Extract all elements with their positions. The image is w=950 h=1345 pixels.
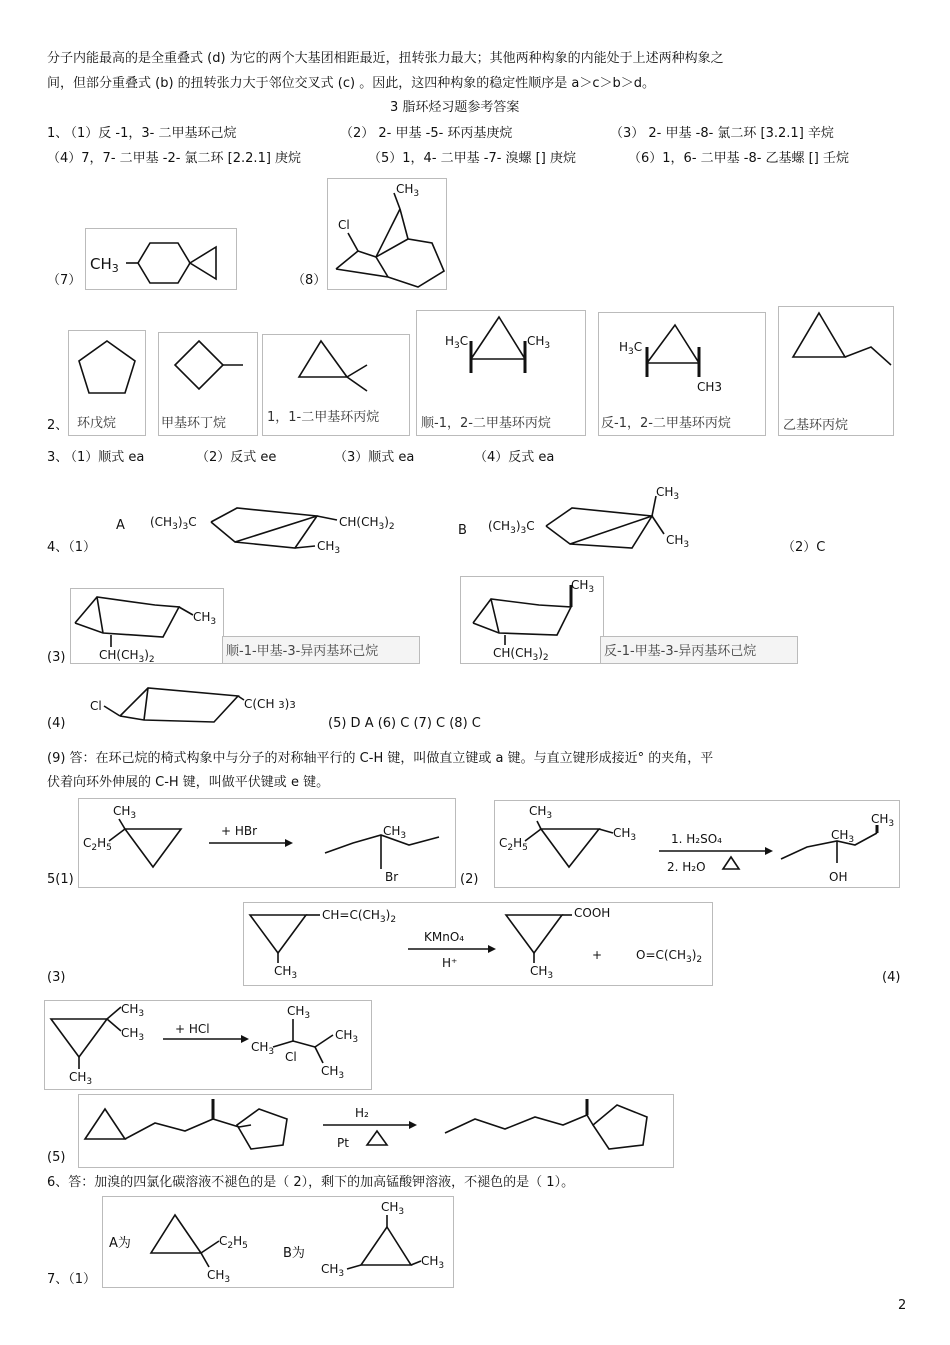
q1-answer-1: （1）反 -1，3- 二甲基环己烷 xyxy=(64,126,237,141)
q3-answer-3: （3）顺式 ea xyxy=(334,450,415,465)
spiro-structure-figure xyxy=(85,228,237,290)
reaction-4-figure xyxy=(44,1000,372,1090)
q5-label-5: (5) xyxy=(47,1150,66,1165)
trans-chair-figure xyxy=(460,576,604,664)
reagent-hbr: + HBr xyxy=(221,824,258,838)
svg-text:CH3: $CH_3$ xyxy=(666,533,690,550)
reagent-h2: H₂ xyxy=(355,1106,369,1120)
q1-answer-2: （2） 2- 甲基 -5- 环丙基庚烷 xyxy=(340,126,513,141)
cis-chair-figure xyxy=(70,588,224,664)
q1-answer-4: （4）7，7- 二甲基 -2- 氯二环 [2.2.1] 庚烷 xyxy=(47,151,302,166)
svg-text:CH3: $CH_3$ xyxy=(381,1200,405,1217)
caption-dimethylcyclopropane: 1，1-二甲基环丙烷 xyxy=(267,410,380,425)
svg-text:Br: Br xyxy=(385,870,399,884)
svg-text:CH3: $CH_3$ xyxy=(530,964,554,981)
intro-line-1: 分子内能最高的是全重叠式 (d) 为它的两个大基团相距最近，扭转张力最大；其他两种构象的内能处于上述两种构象之 xyxy=(47,51,724,66)
q4-label: 4、（1） xyxy=(47,540,97,555)
svg-text:Cl: Cl xyxy=(338,218,350,232)
conformer-A-figure xyxy=(145,496,415,558)
reagent-h2so4: 1. H₂SO₄ xyxy=(671,832,722,846)
svg-text:(CH3)3C: $(CH_3)_3C$ xyxy=(150,515,197,532)
q4-part-9-line-2: 伏着向环外伸展的 C-H 键，叫做平伏键或 e 键。 xyxy=(47,775,330,790)
trans-caption-box xyxy=(600,636,798,664)
svg-text:CH3: $CH_3$ xyxy=(831,828,855,845)
cis-dimethylcyclopropane-figure xyxy=(416,310,586,436)
q7-structures-figure xyxy=(102,1196,454,1288)
q1-answer-7: （7） xyxy=(47,273,82,288)
ethylcyclopropane-figure xyxy=(778,306,894,436)
page-number: 2 xyxy=(898,1298,907,1313)
caption-methylcyclobutane: 甲基环丁烷 xyxy=(161,416,227,431)
q3-answer-1: （1）顺式 ea xyxy=(64,450,145,465)
q4-answers-5-8: (5) D A (6) C (7) C (8) C xyxy=(328,716,481,731)
reagent-hplus: H⁺ xyxy=(442,956,458,970)
q7-label-A: A为 xyxy=(109,1236,131,1251)
svg-text:CH3: $CH_3$ xyxy=(321,1262,345,1279)
svg-text:CH(CH3)2: $CH(CH_3)_2$ xyxy=(493,646,549,663)
q4-part-9-line-1: (9) 答：在环己烷的椅式构象中与分子的对称轴平行的 C-H 键，叫做直立键或 a 键。与直立键形成接近° 的夹角，平 xyxy=(47,751,714,766)
svg-text:CH3: $CH_3$ xyxy=(335,1028,359,1045)
svg-text:+: + xyxy=(592,948,603,962)
caption-trans-dimethylcyclopropane: 反-1，2-二甲基环丙烷 xyxy=(601,416,731,431)
svg-text:CH3: $CH_3$ xyxy=(274,964,298,981)
q1-answer-3: （3） 2- 甲基 -8- 氯二环 [3.2.1] 辛烷 xyxy=(610,126,834,141)
svg-text:OH: OH xyxy=(829,870,848,884)
svg-text:CH3: $CH_3$ xyxy=(571,578,595,595)
q2-label: 2、 xyxy=(47,418,69,433)
svg-text:CH(CH3)2: $CH(CH_3)_2$ xyxy=(339,515,395,532)
trans-dimethylcyclopropane-figure xyxy=(598,312,766,436)
caption-ethylcyclopropane: 乙基环丙烷 xyxy=(783,418,849,433)
svg-text:CH3: $CH_3$ xyxy=(383,824,407,841)
reagent-h2o: 2. H₂O xyxy=(667,860,706,874)
reaction-5-figure xyxy=(78,1094,674,1168)
svg-text:CH(CH3)2: $CH(CH_3)_2$ xyxy=(99,648,155,665)
chlorocyclohexane-figure xyxy=(88,680,308,730)
svg-text:CH3: CH3 xyxy=(697,380,723,394)
q5-label-4: (4) xyxy=(882,970,901,985)
caption-cis-chair: 顺-1-甲基-3-异丙基环己烷 xyxy=(226,644,379,659)
q5-label-1: 5(1) xyxy=(47,872,74,887)
svg-text:Cl: Cl xyxy=(90,699,102,713)
svg-text:O=C(CH3)2: $O=C(CH_3)_2$ xyxy=(636,948,703,965)
reaction-3-figure xyxy=(243,902,713,986)
q5-label-3: (3) xyxy=(47,970,66,985)
reaction-2-figure xyxy=(494,800,900,888)
cyclopentane-figure xyxy=(68,330,146,436)
reaction-1-figure xyxy=(78,798,456,888)
section-title: 3 脂环烃习题参考答案 xyxy=(390,100,520,115)
q6-answer: 6、答：加溴的四氯化碳溶液不褪色的是（ 2），剩下的加高锰酸钾溶液，不褪色的是（ 1）。 xyxy=(47,1175,575,1190)
svg-text:CH3: $CH_3$ xyxy=(287,1004,311,1021)
svg-text:C2H5: $C_2H_5$ xyxy=(83,836,112,853)
q4-part-2: （2）C xyxy=(782,540,826,555)
cis-caption-box xyxy=(222,636,420,664)
svg-text:CH3: $CH_3$ xyxy=(527,334,551,351)
caption-cis-dimethylcyclopropane: 顺-1，2-二甲基环丙烷 xyxy=(421,416,551,431)
svg-text:H3C: $H_3C$ xyxy=(445,334,469,351)
svg-text:Cl: Cl xyxy=(285,1050,297,1064)
q3-label: 3、 xyxy=(47,450,69,465)
svg-text:CH3: $CH_3$ xyxy=(421,1254,445,1271)
q1-answer-6: （6）1，6- 二甲基 -8- 乙基螺 [] 壬烷 xyxy=(628,151,849,166)
reagent-kmno4: KMnO₄ xyxy=(424,930,465,944)
q7-label-B: B为 xyxy=(283,1246,305,1261)
dimethylcyclopropane-figure xyxy=(262,334,410,436)
bicyclo-structure-figure xyxy=(327,178,447,290)
svg-text:CH3: $CH_3$ xyxy=(529,804,553,821)
q1-label: 1、 xyxy=(47,126,69,141)
svg-text:CH3: $CH_3$ xyxy=(396,182,420,199)
svg-text:CH3: $CH_3$ xyxy=(193,610,217,627)
svg-text:CH3: $CH_3$ xyxy=(656,485,680,502)
q4-label-B: B xyxy=(458,523,467,538)
svg-text:CH3: $CH_3$ xyxy=(317,539,341,556)
svg-text:CH3: $CH_3$ xyxy=(121,1026,145,1043)
svg-text:CH3: $CH_3$ xyxy=(871,812,895,829)
svg-text:CH3: $CH_3$ xyxy=(207,1268,231,1285)
q5-label-2: (2) xyxy=(460,872,479,887)
svg-text:C2H5: $C_2H_5$ xyxy=(499,836,528,853)
intro-line-2: 间，但部分重叠式 (b) 的扭转张力大于邻位交叉式 (c) 。因此，这四种构象的稳定性顺序是 a＞c＞b＞d。 xyxy=(47,76,655,91)
q4-label-A: A xyxy=(116,518,125,533)
reagent-pt: Pt xyxy=(337,1136,349,1150)
caption-cyclopentane: 环戊烷 xyxy=(77,416,117,431)
q7-label: 7、（1） xyxy=(47,1272,97,1287)
svg-text:CH3: $CH_3$ xyxy=(90,255,119,275)
q4-part-4: (4) xyxy=(47,716,66,731)
svg-text:H3C: $H_3C$ xyxy=(619,340,643,357)
svg-text:C(CH 3)3: C(CH 3)3 xyxy=(244,697,296,711)
svg-text:CH3: $CH_3$ xyxy=(321,1064,345,1081)
svg-text:CH=C(CH3)2: $CH=C(CH_3)_2$ xyxy=(322,908,397,925)
svg-text:CH3: $CH_3$ xyxy=(113,804,137,821)
svg-text:C2H5: $C_2H_5$ xyxy=(219,1234,248,1251)
methylcyclobutane-figure xyxy=(158,332,258,436)
q3-answer-4: （4）反式 ea xyxy=(474,450,555,465)
q1-answer-8: （8） xyxy=(292,273,327,288)
svg-text:COOH: COOH xyxy=(574,906,611,920)
svg-text:CH3: $CH_3$ xyxy=(251,1040,275,1057)
q4-part-3: (3) xyxy=(47,650,66,665)
svg-text:CH3: $CH_3$ xyxy=(121,1002,145,1019)
svg-text:CH3: $CH_3$ xyxy=(613,826,637,843)
reagent-hcl: + HCl xyxy=(175,1022,210,1036)
svg-text:(CH3)3C: $(CH_3)_3C$ xyxy=(488,519,535,536)
q1-answer-5: （5）1，4- 二甲基 -7- 溴螺 [] 庚烷 xyxy=(368,151,576,166)
conformer-B-figure xyxy=(486,482,706,556)
caption-trans-chair: 反-1-甲基-3-异丙基环己烷 xyxy=(604,644,757,659)
q3-answer-2: （2）反式 ee xyxy=(196,450,277,465)
svg-text:CH3: $CH_3$ xyxy=(69,1070,93,1087)
